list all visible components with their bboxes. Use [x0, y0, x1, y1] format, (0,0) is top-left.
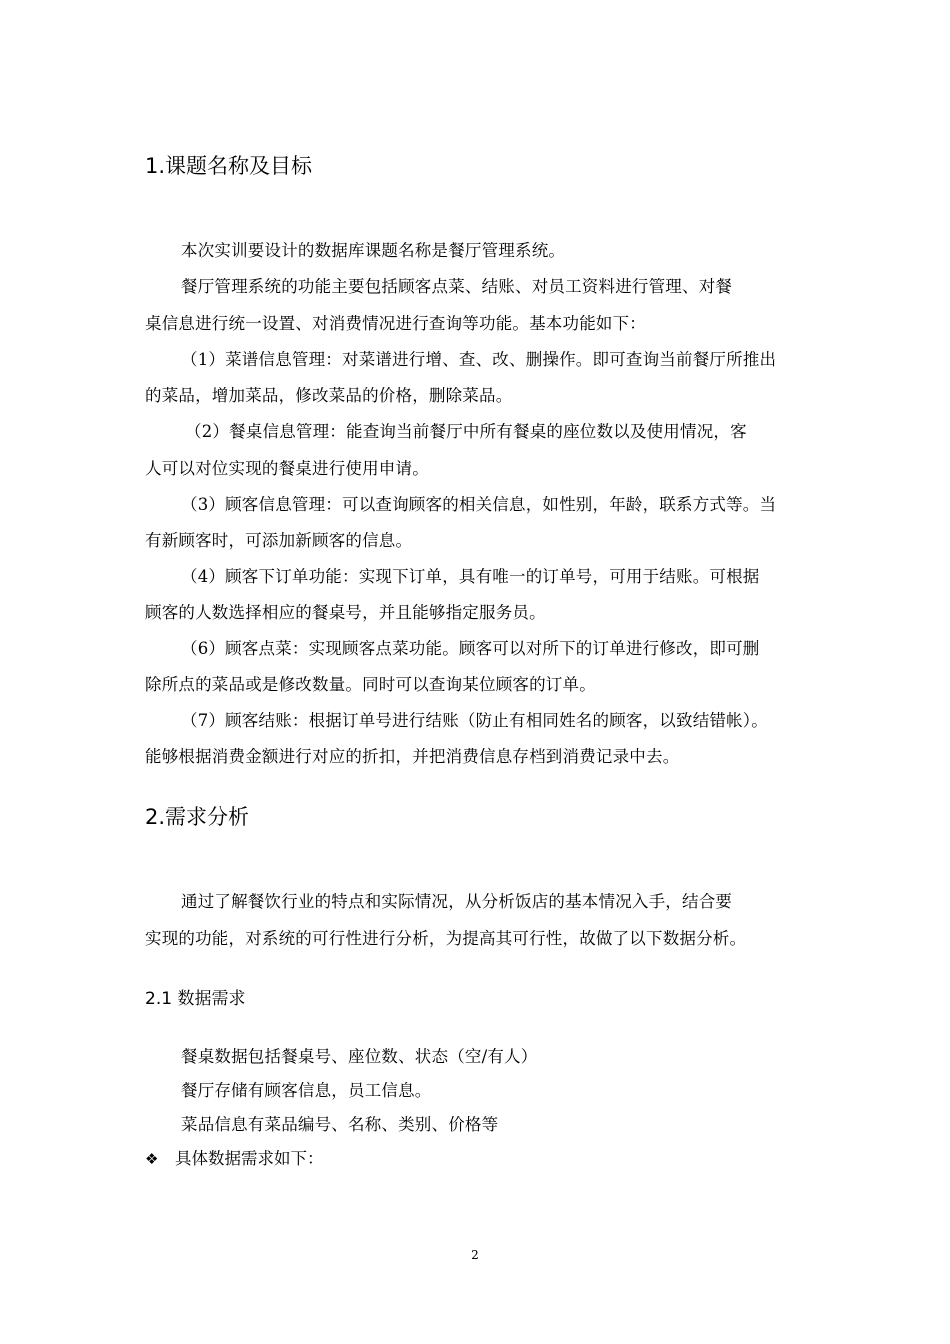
diamond-bullet-icon: ❖ — [145, 1150, 159, 1168]
section-2-title: 2.需求分析 — [145, 805, 250, 829]
paragraph-line: （6）顾客点菜：实现顾客点菜功能。顾客可以对所下的订单进行修改，即可删 — [181, 639, 760, 658]
paragraph-line: （7）顾客结账：根据订单号进行结账（防止有相同姓名的顾客，以致结错帐）。 — [181, 711, 768, 730]
paragraph-line: 本次实训要设计的数据库课题名称是餐厅管理系统。 — [181, 241, 566, 260]
paragraph-line: 有新顾客时，可添加新顾客的信息。 — [145, 531, 413, 550]
paragraph-line: 除所点的菜品或是修改数量。同时可以查询某位顾客的订单。 — [145, 675, 596, 694]
paragraph-line: 通过了解餐饮行业的特点和实际情况，从分析饭店的基本情况入手，结合要 — [181, 892, 733, 911]
paragraph-line: 顾客的人数选择相应的餐桌号，并且能够指定服务员。 — [145, 603, 546, 622]
paragraph-line: 的菜品，增加菜品，修改菜品的价格，删除菜品。 — [145, 386, 513, 405]
paragraph-line: （1）菜谱信息管理：对菜谱进行增、查、改、删操作。即可查询当前餐厅所推出 — [181, 350, 777, 369]
list-line: 餐厅存储有顾客信息，员工信息。 — [181, 1081, 432, 1100]
paragraph-line: 人可以对位实现的餐桌进行使用申请。 — [145, 459, 429, 478]
list-line: 菜品信息有菜品编号、名称、类别、价格等 — [181, 1115, 499, 1134]
paragraph-line: （4）顾客下订单功能：实现下订单，具有唯一的订单号，可用于结账。可根据 — [181, 567, 760, 586]
bullet-item — [145, 1145, 324, 1169]
paragraph-line: 餐厅管理系统的功能主要包括顾客点菜、结账、对员工资料进行管理、对餐 — [181, 277, 733, 296]
paragraph-line: （2）餐桌信息管理：能查询当前餐厅中所有餐桌的座位数以及使用情况，客 — [185, 422, 747, 441]
paragraph-line: 桌信息进行统一设置、对消费情况进行查询等功能。基本功能如下： — [145, 314, 646, 333]
bullet-text: 具体数据需求如下： — [175, 1149, 324, 1168]
list-line: 餐桌数据包括餐桌号、座位数、状态（空/有人） — [181, 1047, 538, 1066]
page-number: 2 — [471, 1248, 479, 1262]
section-1-title: 1.课题名称及目标 — [145, 154, 313, 178]
paragraph-line: 实现的功能，对系统的可行性进行分析，为提高其可行性，故做了以下数据分析。 — [145, 929, 747, 948]
paragraph-line: （3）顾客信息管理：可以查询顾客的相关信息，如性别，年龄，联系方式等。当 — [181, 495, 777, 514]
paragraph-line: 能够根据消费金额进行对应的折扣，并把消费信息存档到消费记录中去。 — [145, 747, 680, 766]
subsection-2-1-title: 2.1 数据需求 — [145, 989, 246, 1009]
